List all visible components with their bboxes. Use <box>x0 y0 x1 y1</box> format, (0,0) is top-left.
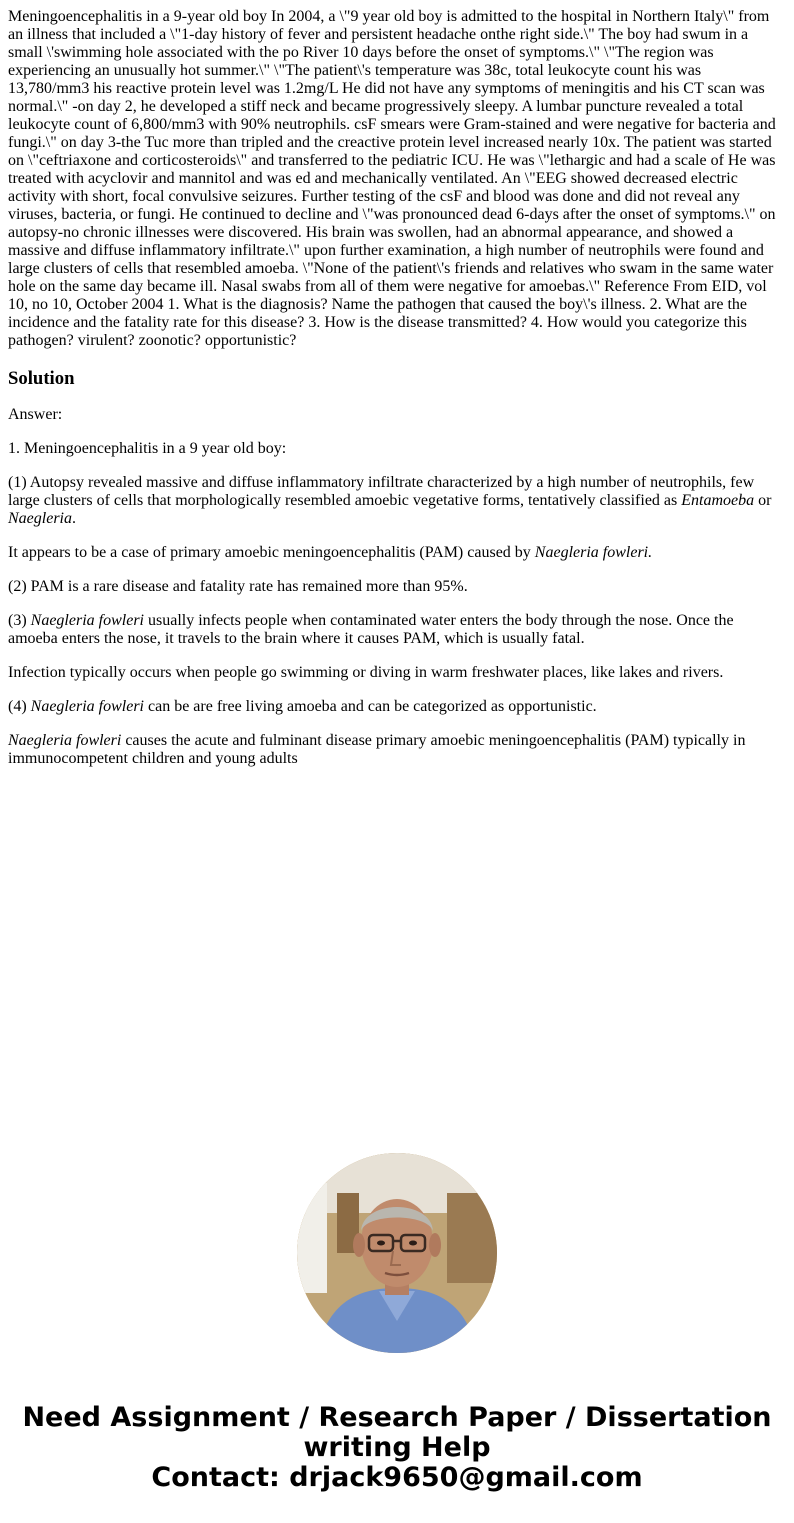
answer-paragraph-4-prefix: (3) <box>8 612 31 629</box>
genus-entamoeba: Entamoeba <box>681 492 755 509</box>
conjunction-or: or <box>754 492 772 509</box>
answer-paragraph-7 <box>8 732 780 768</box>
promo-footer <box>0 1403 794 1493</box>
answer-paragraph-6-prefix: (4) <box>8 698 31 715</box>
answer-label: Answer: <box>8 406 63 423</box>
question-text: Meningoencephalitis in a 9-year old boy In 2004, a \"9 year old boy is admitted to the hospital in Northern Italy\" from an illness that included a \"1-day history of fever and persistent headache onthe right side.\" The boy had swum in a small \'swimming hole associated with the po River 10 days before the onset of symptoms.\" \"The region was experiencing an unusually hot summer.\" \"The patient\'s temperature was 38c, total leukocyte count his was 13,780/mm3 his reactive protein level was 1.2mg/L He did not have any symptoms of meningitis and his CT scan was normal.\" -on day 2, he developed a stiff neck and became progressively sleepy. A lumbar puncture revealed a total leukocyte count of 6,800/mm3 with 90% neutrophils. csF smears were Gram-stained and were negative for bacteria and fungi.\" on day 3-the Tuc more than tripled and the creactive protein level increased nearly 10x. The patient was started on \"ceftriaxone and corticosteroids\" and transferred to the pediatric ICU. He was \"lethargic and had a scale of He was treated with acyclovir and mannitol and was ed and mechanically ventilated. An \"EEG showed decreased electric activity with short, focal convulsive seizures. Further testing of the csF and blood was done and did not reveal any viruses, bacteria, or fungi. He continued to decline and \"was pronounced dead 6-days after the onset of symptoms.\" on autopsy-no chronic illnesses were discovered. His brain was swollen, had an abnormal appearance, and showed a massive and diffuse inflammatory infiltrate.\" upon further examination, a high number of neutrophils were found and large clusters of cells that resembled amoeba. \"None of the patient\'s friends and relatives who swam in the same water hole on the same day became ill. Nasal swabs from all of them were negative for amoebas.\" Reference From EID, vol 10, no 10, October 2004 1. What is the diagnosis? Name the pathogen that caused the boy\'s illness. 2. What are the incidence and the fatality rate for this disease? 3. How is the disease transmitted? 4. How would you categorize this pathogen? virulent? zoonotic? opportunistic? <box>8 8 776 349</box>
answer-paragraph-7-text: causes the acute and fulminant disease primary amoebic meningoencephalitis (PAM) typically in immunocompetent children and young adults <box>8 732 746 767</box>
period: . <box>72 510 76 527</box>
answer-paragraph-6-text: can be are free living amoeba and can be categorized as opportunistic. <box>143 698 597 715</box>
species-name: Naegleria fowleri <box>8 732 122 749</box>
document-body <box>8 8 780 768</box>
genus-naegleria: Naegleria <box>8 510 72 527</box>
footer-line-1: Need Assignment / Research Paper / Dissertation <box>22 1402 772 1433</box>
footer-contact: Contact: drjack9650@gmail.com <box>151 1462 643 1493</box>
answer-paragraph-6 <box>8 698 780 716</box>
footer-line-2: writing Help <box>303 1432 491 1463</box>
author-avatar <box>297 1153 497 1353</box>
answer-paragraph-4-text: usually infects people when contaminated water enters the body through the nose. Once the amoeba enters the nose, it travels to the brain where it causes PAM, which is usually fatal. <box>8 612 734 647</box>
answer-paragraph-4 <box>8 612 780 648</box>
answer-paragraph-3: (2) PAM is a rare disease and fatality rate has remained more than 95%. <box>8 578 468 595</box>
species-name: Naegleria fowleri <box>30 698 144 715</box>
solution-heading: Solution <box>8 368 75 389</box>
answer-paragraph-2 <box>8 544 780 562</box>
answer-paragraph-5: Infection typically occurs when people go swimming or diving in warm freshwater places, like lakes and rivers. <box>8 664 724 681</box>
author-portrait-icon <box>297 1153 497 1353</box>
species-name: Naegleria fowleri. <box>534 544 653 561</box>
answer-paragraph-1 <box>8 474 780 528</box>
answer-paragraph-1-text: (1) Autopsy revealed massive and diffuse inflammatory infiltrate characterized by a high number of neutrophils, few large clusters of cells that morphologically resembled amoebic vegetative forms, tentatively classified as <box>8 474 755 509</box>
answer-paragraph-2-text: It appears to be a case of primary amoebic meningoencephalitis (PAM) caused by <box>8 544 535 561</box>
item1-heading: 1. Meningoencephalitis in a 9 year old boy: <box>8 440 287 457</box>
species-name: Naegleria fowleri <box>30 612 144 629</box>
